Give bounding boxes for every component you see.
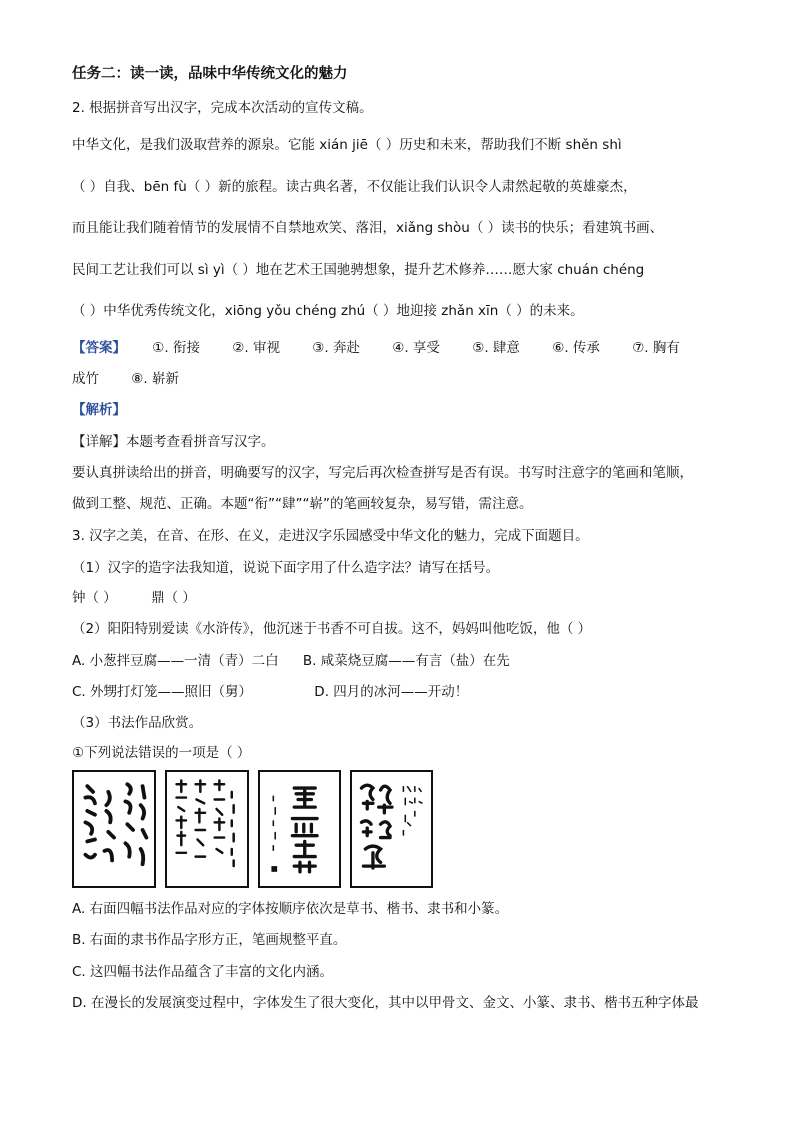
calligraphy-seal-script-image [350,770,433,888]
analysis-detail: 做到工整、规范、正确。本题“衔”“肆”“崭”的笔画较复杂，易写错，需注意。 [72,496,533,512]
answer-item: ①. 衔接 [152,340,200,356]
answer-item: ⑦. 胸有 [632,340,680,356]
analysis-detail: 【详解】本题考查看拼音写汉字。 [72,434,275,450]
option-d: D. 四月的冰河——开动！ [314,684,469,700]
option-c: C. 外甥打灯笼——照旧（舅） [72,684,253,700]
answer-item: ③. 奔赴 [312,340,360,356]
q3-sub3: （3）书法作品欣赏。 [72,715,203,731]
calligraphy-regular-image [165,770,249,888]
q2-prompt: 2. 根据拼音写出汉字，完成本次活动的宣传文稿。 [72,100,373,116]
q3-sub2-options-cd [72,682,468,702]
q2-paragraph-line: （ ）中华优秀传统文化，xiōng yǒu chéng zhú（ ）地迎接 zhǎn xīn（ ）的未来。 [72,303,584,319]
q2-paragraph-line: 而且能让我们随着情节的发展情不自禁地欢笑、落泪，xiǎng shòu（ ）读书的快乐；看建筑书画、 [72,220,664,236]
q3-sub1: （1）汉字的造字法我知道，说说下面字用了什么造字法？请写在括号。 [72,560,500,576]
answer-item: ④. 享受 [392,340,440,356]
q3-sub1-items [72,588,196,608]
option-a: A. 小葱拌豆腐——一清（青）二白 [72,653,279,669]
calligraphy-clerical-image [258,770,341,888]
q3-prompt: 3. 汉字之美，在音、在形、在义，走进汉字乐园感受中华文化的魅力，完成下面题目。 [72,528,589,544]
analysis-label: 【解析】 [72,402,126,418]
option-a-calligraphy: A. 右面四幅书法作品对应的字体按顺序依次是草书、楷书、隶书和小篆。 [72,901,509,917]
answer-continuation [72,369,179,389]
char-ding: 鼎（ ） [151,590,196,606]
q3-sub2-options-ab [72,651,510,671]
answer-item: ⑤. 肆意 [472,340,520,356]
answer-item: ⑥. 传承 [552,340,600,356]
option-b-calligraphy: B. 右面的隶书作品字形方正，笔画规整平直。 [72,932,347,948]
option-d-calligraphy: D. 在漫长的发展演变过程中，字体发生了很大变化，其中以甲骨文、金文、小篆、隶书、楷书五种字体最 [72,995,699,1011]
answer-cont: 成竹 [72,371,99,387]
answer-row [72,338,680,358]
answer-label: 【答案】 [72,340,126,356]
answer-item: ②. 审视 [232,340,280,356]
answer-item: ⑧. 崭新 [131,371,179,387]
q2-paragraph-line: 民间工艺让我们可以 sì yì（ ）地在艺术王国驰骋想象，提升艺术修养……愿大家 chuán chéng [72,262,645,278]
q2-paragraph-line: 中华文化，是我们汲取营养的源泉。它能 xián jiē（ ）历史和未来，帮助我们不断 shěn shì [72,137,622,153]
q2-paragraph-line: （ ）自我、bēn fù（ ）新的旅程。读古典名著，不仅能让我们认识令人肃然起敬的英雄豪杰， [72,179,637,195]
option-b: B. 咸菜烧豆腐——有言（盐）在先 [302,653,510,669]
char-zhong: 钟（ ） [72,590,117,606]
task-title: 任务二：读一读，品味中华传统文化的魅力 [72,66,348,82]
q3-sub3-question: ①下列说法错误的一项是（ ） [72,745,251,761]
option-c-calligraphy: C. 这四幅书法作品蕴含了丰富的文化内涵。 [72,964,334,980]
calligraphy-cursive-image [72,770,156,888]
analysis-detail: 要认真拼读给出的拼音，明确要写的汉字，写完后再次检查拼写是否有误。书写时注意字的笔画和笔顺， [72,465,693,481]
q3-sub2: （2）阳阳特别爱读《水浒传》，他沉迷于书香不可自拔。这不，妈妈叫他吃饭，他（ ） [72,621,592,637]
